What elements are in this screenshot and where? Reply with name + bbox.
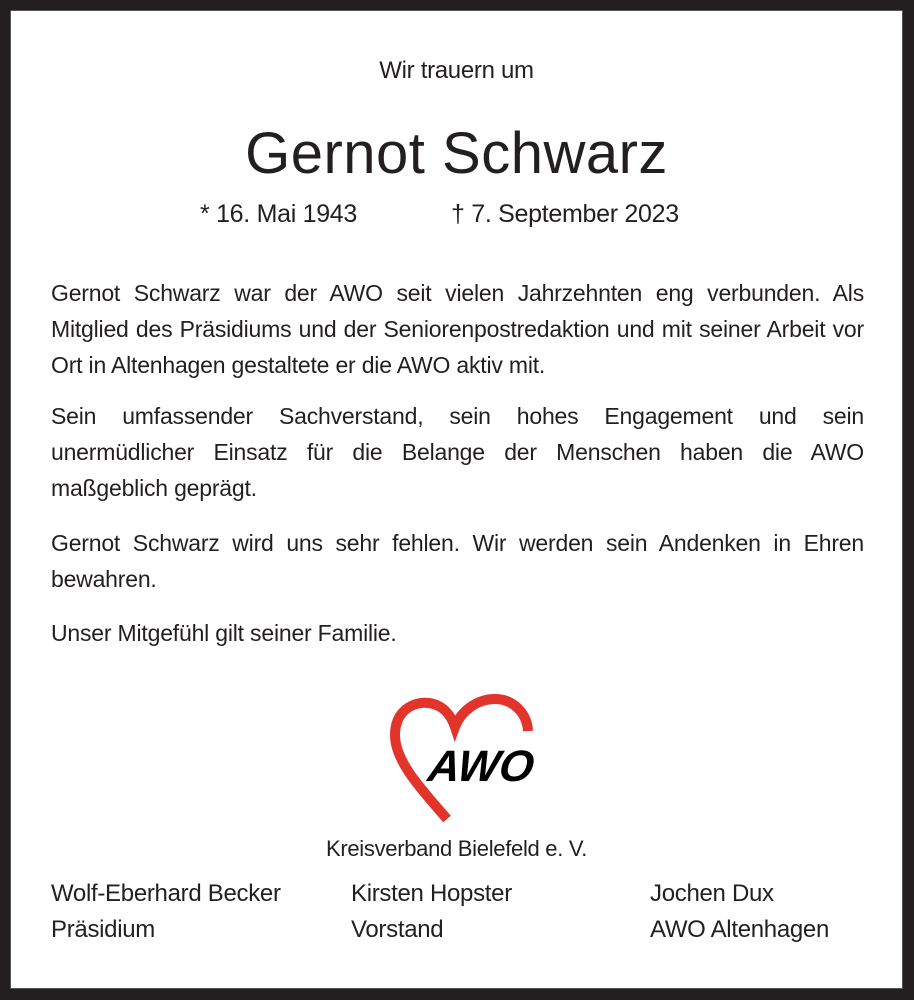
paragraph-condolence: Unser Mitgefühl gilt seiner Familie. (51, 620, 397, 646)
signatory-role: Präsidium (51, 916, 155, 943)
intro-text: Wir trauern um (379, 57, 534, 84)
awo-logo-text: AWO (425, 742, 538, 791)
death-date: † 7. September 2023 (451, 200, 679, 228)
deceased-name: Gernot Schwarz (245, 121, 668, 186)
organization-name: Kreisverband Bielefeld e. V. (325, 836, 588, 861)
paragraph-remembrance: Gernot Schwarz wird uns sehr fehlen. Wir werden sein Andenken in Ehren bewahren. (51, 530, 864, 592)
signatory-name: Jochen Dux (650, 880, 774, 907)
birth-date: * 16. Mai 1943 (200, 200, 358, 228)
paragraph-tribute: Gernot Schwarz war der AWO seit vielen Jahrzehnten eng verbunden. Als Mitglied des Präsidiums und der Seniorenpostredaktion und mit seiner Arbeit vor Ort in Altenhagen gestaltete er die AWO aktiv mit. (51, 280, 864, 378)
obituary-notice (10, 10, 903, 989)
awo-heart-logo-icon (385, 693, 545, 823)
signatory-name: Wolf-Eberhard Becker (51, 880, 281, 907)
paragraph-engagement: Sein umfassender Sachverstand, sein hohes Engagement und sein unermüdlicher Einsatz für die Belange der Menschen haben die AWO maßgeblich geprägt. (51, 403, 864, 501)
signatory-name: Kirsten Hopster (351, 880, 512, 907)
signatory-role: Vorstand (351, 916, 444, 943)
signatory-role: AWO Altenhagen (650, 916, 830, 943)
